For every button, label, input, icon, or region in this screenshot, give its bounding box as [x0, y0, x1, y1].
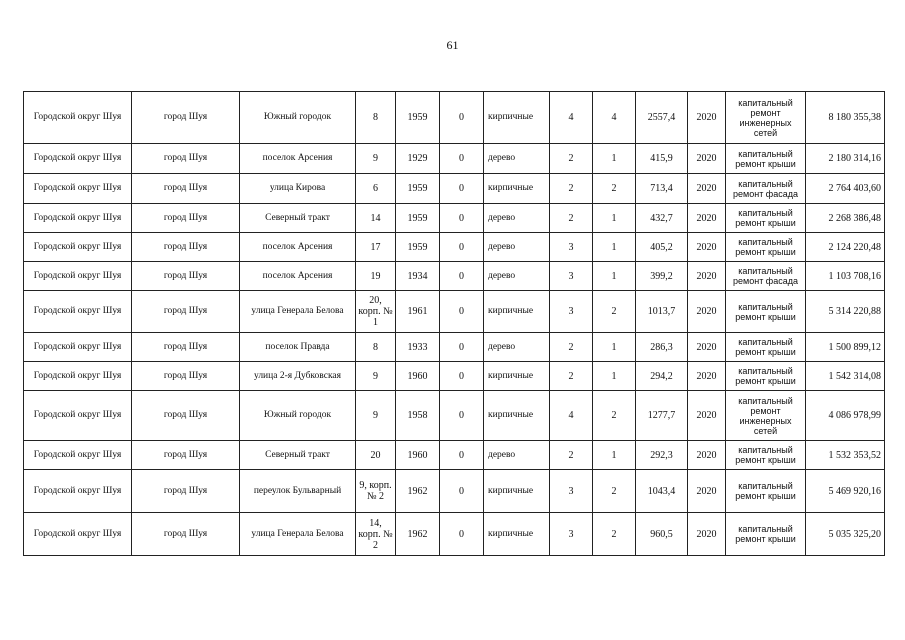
cell-build-year: 1962: [396, 513, 440, 556]
cell-district: Городской округ Шуя: [24, 362, 132, 391]
cell-floors: 2: [550, 174, 593, 204]
cell-floors: 4: [550, 391, 593, 441]
table-row: [24, 144, 885, 174]
cell-district: Городской округ Шуя: [24, 391, 132, 441]
cell-cost: 1 500 899,12: [806, 333, 885, 362]
cell-wall-material: кирпичные: [484, 513, 550, 556]
cell-wall-material: дерево: [484, 204, 550, 233]
cell-build-year: 1958: [396, 391, 440, 441]
cell-build-year: 1960: [396, 441, 440, 470]
cell-cost: 8 180 355,38: [806, 92, 885, 144]
cell-zero-value: 0: [440, 144, 484, 174]
cell-wall-material: дерево: [484, 144, 550, 174]
cell-district: Городской округ Шуя: [24, 204, 132, 233]
cell-street: улица Генерала Белова: [240, 513, 356, 556]
cell-repair-type: капитальный ремонт крыши: [726, 362, 806, 391]
cell-zero-value: 0: [440, 470, 484, 513]
table-row: [24, 262, 885, 291]
cell-entrances: 1: [593, 144, 636, 174]
cell-repair-type: капитальный ремонт крыши: [726, 233, 806, 262]
table-row: [24, 233, 885, 262]
table-row: [24, 333, 885, 362]
cell-street: Северный тракт: [240, 204, 356, 233]
cell-street: улица 2-я Дубковская: [240, 362, 356, 391]
cell-district: Городской округ Шуя: [24, 174, 132, 204]
table-row: [24, 513, 885, 556]
cell-street: улица Генерала Белова: [240, 291, 356, 333]
cell-house-number: 9: [356, 362, 396, 391]
cell-zero-value: 0: [440, 92, 484, 144]
cell-build-year: 1961: [396, 291, 440, 333]
cell-district: Городской округ Шуя: [24, 233, 132, 262]
cell-entrances: 2: [593, 174, 636, 204]
table-row: [24, 204, 885, 233]
cell-district: Городской округ Шуя: [24, 441, 132, 470]
cell-cost: 2 124 220,48: [806, 233, 885, 262]
cell-repair-type: капитальный ремонт крыши: [726, 513, 806, 556]
cell-wall-material: кирпичные: [484, 291, 550, 333]
cell-district: Городской округ Шуя: [24, 333, 132, 362]
cell-city: город Шуя: [132, 391, 240, 441]
cell-repair-year: 2020: [688, 513, 726, 556]
cell-cost: 2 180 314,16: [806, 144, 885, 174]
cell-floors: 2: [550, 441, 593, 470]
cell-build-year: 1934: [396, 262, 440, 291]
cell-entrances: 2: [593, 291, 636, 333]
cell-street: переулок Бульварный: [240, 470, 356, 513]
cell-house-number: 8: [356, 92, 396, 144]
cell-repair-year: 2020: [688, 291, 726, 333]
cell-house-number: 9: [356, 391, 396, 441]
cell-city: город Шуя: [132, 470, 240, 513]
cell-area: 1277,7: [636, 391, 688, 441]
cell-street: поселок Арсения: [240, 262, 356, 291]
cell-wall-material: дерево: [484, 262, 550, 291]
cell-repair-year: 2020: [688, 333, 726, 362]
cell-build-year: 1929: [396, 144, 440, 174]
cell-district: Городской округ Шуя: [24, 262, 132, 291]
cell-zero-value: 0: [440, 291, 484, 333]
cell-entrances: 2: [593, 513, 636, 556]
cell-area: 415,9: [636, 144, 688, 174]
cell-cost: 1 532 353,52: [806, 441, 885, 470]
cell-area: 432,7: [636, 204, 688, 233]
cell-house-number: 14: [356, 204, 396, 233]
cell-cost: 2 764 403,60: [806, 174, 885, 204]
cell-wall-material: кирпичные: [484, 391, 550, 441]
cell-house-number: 6: [356, 174, 396, 204]
cell-repair-year: 2020: [688, 441, 726, 470]
cell-area: 2557,4: [636, 92, 688, 144]
cell-cost: 1 542 314,08: [806, 362, 885, 391]
cell-area: 960,5: [636, 513, 688, 556]
cell-repair-type: капитальный ремонт фасада: [726, 262, 806, 291]
cell-repair-year: 2020: [688, 470, 726, 513]
cell-cost: 2 268 386,48: [806, 204, 885, 233]
cell-repair-year: 2020: [688, 204, 726, 233]
cell-zero-value: 0: [440, 233, 484, 262]
table-row: [24, 470, 885, 513]
page-number: 61: [446, 38, 459, 52]
cell-district: Городской округ Шуя: [24, 291, 132, 333]
cell-house-number: 9: [356, 144, 396, 174]
cell-zero-value: 0: [440, 204, 484, 233]
cell-repair-type: капитальный ремонт крыши: [726, 470, 806, 513]
cell-repair-year: 2020: [688, 362, 726, 391]
cell-street: улица Кирова: [240, 174, 356, 204]
cell-build-year: 1960: [396, 362, 440, 391]
cell-area: 286,3: [636, 333, 688, 362]
cell-entrances: 1: [593, 233, 636, 262]
cell-zero-value: 0: [440, 391, 484, 441]
cell-street: поселок Арсения: [240, 144, 356, 174]
cell-city: город Шуя: [132, 92, 240, 144]
cell-floors: 2: [550, 362, 593, 391]
cell-repair-year: 2020: [688, 262, 726, 291]
cell-district: Городской округ Шуя: [24, 513, 132, 556]
cell-entrances: 2: [593, 391, 636, 441]
cell-house-number: 19: [356, 262, 396, 291]
cell-city: город Шуя: [132, 291, 240, 333]
cell-area: 713,4: [636, 174, 688, 204]
cell-repair-year: 2020: [688, 233, 726, 262]
cell-area: 399,2: [636, 262, 688, 291]
table-row: [24, 441, 885, 470]
cell-wall-material: дерево: [484, 441, 550, 470]
cell-build-year: 1933: [396, 333, 440, 362]
cell-repair-year: 2020: [688, 391, 726, 441]
cell-cost: 4 086 978,99: [806, 391, 885, 441]
cell-zero-value: 0: [440, 174, 484, 204]
cell-city: город Шуя: [132, 204, 240, 233]
cell-house-number: 20: [356, 441, 396, 470]
cell-floors: 3: [550, 513, 593, 556]
cell-house-number: 14, корп. № 2: [356, 513, 396, 556]
cell-repair-year: 2020: [688, 144, 726, 174]
cell-floors: 3: [550, 470, 593, 513]
cell-city: город Шуя: [132, 333, 240, 362]
cell-wall-material: кирпичные: [484, 470, 550, 513]
cell-floors: 3: [550, 291, 593, 333]
table-row: [24, 362, 885, 391]
cell-district: Городской округ Шуя: [24, 470, 132, 513]
cell-repair-type: капитальный ремонт крыши: [726, 291, 806, 333]
cell-street: Южный городок: [240, 92, 356, 144]
cell-entrances: 1: [593, 441, 636, 470]
cell-floors: 4: [550, 92, 593, 144]
cell-cost: 5 469 920,16: [806, 470, 885, 513]
cell-floors: 2: [550, 333, 593, 362]
cell-city: город Шуя: [132, 441, 240, 470]
cell-wall-material: кирпичные: [484, 92, 550, 144]
cell-entrances: 1: [593, 333, 636, 362]
cell-zero-value: 0: [440, 333, 484, 362]
cell-street: Южный городок: [240, 391, 356, 441]
cell-area: 1013,7: [636, 291, 688, 333]
cell-repair-type: капитальный ремонт фасада: [726, 174, 806, 204]
cell-house-number: 17: [356, 233, 396, 262]
cell-cost: 5 314 220,88: [806, 291, 885, 333]
cell-city: город Шуя: [132, 174, 240, 204]
cell-house-number: 9, корп. № 2: [356, 470, 396, 513]
cell-repair-year: 2020: [688, 174, 726, 204]
table-row: [24, 391, 885, 441]
cell-entrances: 1: [593, 204, 636, 233]
cell-zero-value: 0: [440, 441, 484, 470]
cell-entrances: 1: [593, 362, 636, 391]
table-row: [24, 92, 885, 144]
cell-district: Городской округ Шуя: [24, 92, 132, 144]
cell-wall-material: кирпичные: [484, 174, 550, 204]
cell-district: Городской округ Шуя: [24, 144, 132, 174]
cell-entrances: 1: [593, 262, 636, 291]
cell-cost: 1 103 708,16: [806, 262, 885, 291]
cell-street: поселок Арсения: [240, 233, 356, 262]
cell-city: город Шуя: [132, 362, 240, 391]
cell-zero-value: 0: [440, 362, 484, 391]
cell-wall-material: дерево: [484, 333, 550, 362]
building-repair-table: [23, 91, 885, 556]
cell-repair-type: капитальный ремонт инженерных сетей: [726, 391, 806, 441]
cell-city: город Шуя: [132, 513, 240, 556]
table-row: [24, 174, 885, 204]
cell-city: город Шуя: [132, 144, 240, 174]
cell-build-year: 1962: [396, 470, 440, 513]
cell-build-year: 1959: [396, 233, 440, 262]
cell-repair-type: капитальный ремонт крыши: [726, 204, 806, 233]
cell-zero-value: 0: [440, 513, 484, 556]
cell-area: 294,2: [636, 362, 688, 391]
cell-street: поселок Правда: [240, 333, 356, 362]
cell-floors: 2: [550, 144, 593, 174]
cell-repair-year: 2020: [688, 92, 726, 144]
cell-repair-type: капитальный ремонт инженерных сетей: [726, 92, 806, 144]
cell-floors: 2: [550, 204, 593, 233]
cell-repair-type: капитальный ремонт крыши: [726, 441, 806, 470]
cell-zero-value: 0: [440, 262, 484, 291]
cell-build-year: 1959: [396, 204, 440, 233]
cell-house-number: 20, корп. № 1: [356, 291, 396, 333]
cell-city: город Шуя: [132, 262, 240, 291]
cell-area: 292,3: [636, 441, 688, 470]
cell-wall-material: дерево: [484, 233, 550, 262]
cell-area: 405,2: [636, 233, 688, 262]
cell-house-number: 8: [356, 333, 396, 362]
cell-repair-type: капитальный ремонт крыши: [726, 144, 806, 174]
cell-build-year: 1959: [396, 92, 440, 144]
cell-area: 1043,4: [636, 470, 688, 513]
cell-entrances: 2: [593, 470, 636, 513]
cell-street: Северный тракт: [240, 441, 356, 470]
table-row: [24, 291, 885, 333]
cell-floors: 3: [550, 233, 593, 262]
cell-cost: 5 035 325,20: [806, 513, 885, 556]
cell-city: город Шуя: [132, 233, 240, 262]
cell-floors: 3: [550, 262, 593, 291]
cell-wall-material: кирпичные: [484, 362, 550, 391]
cell-repair-type: капитальный ремонт крыши: [726, 333, 806, 362]
cell-build-year: 1959: [396, 174, 440, 204]
cell-entrances: 4: [593, 92, 636, 144]
